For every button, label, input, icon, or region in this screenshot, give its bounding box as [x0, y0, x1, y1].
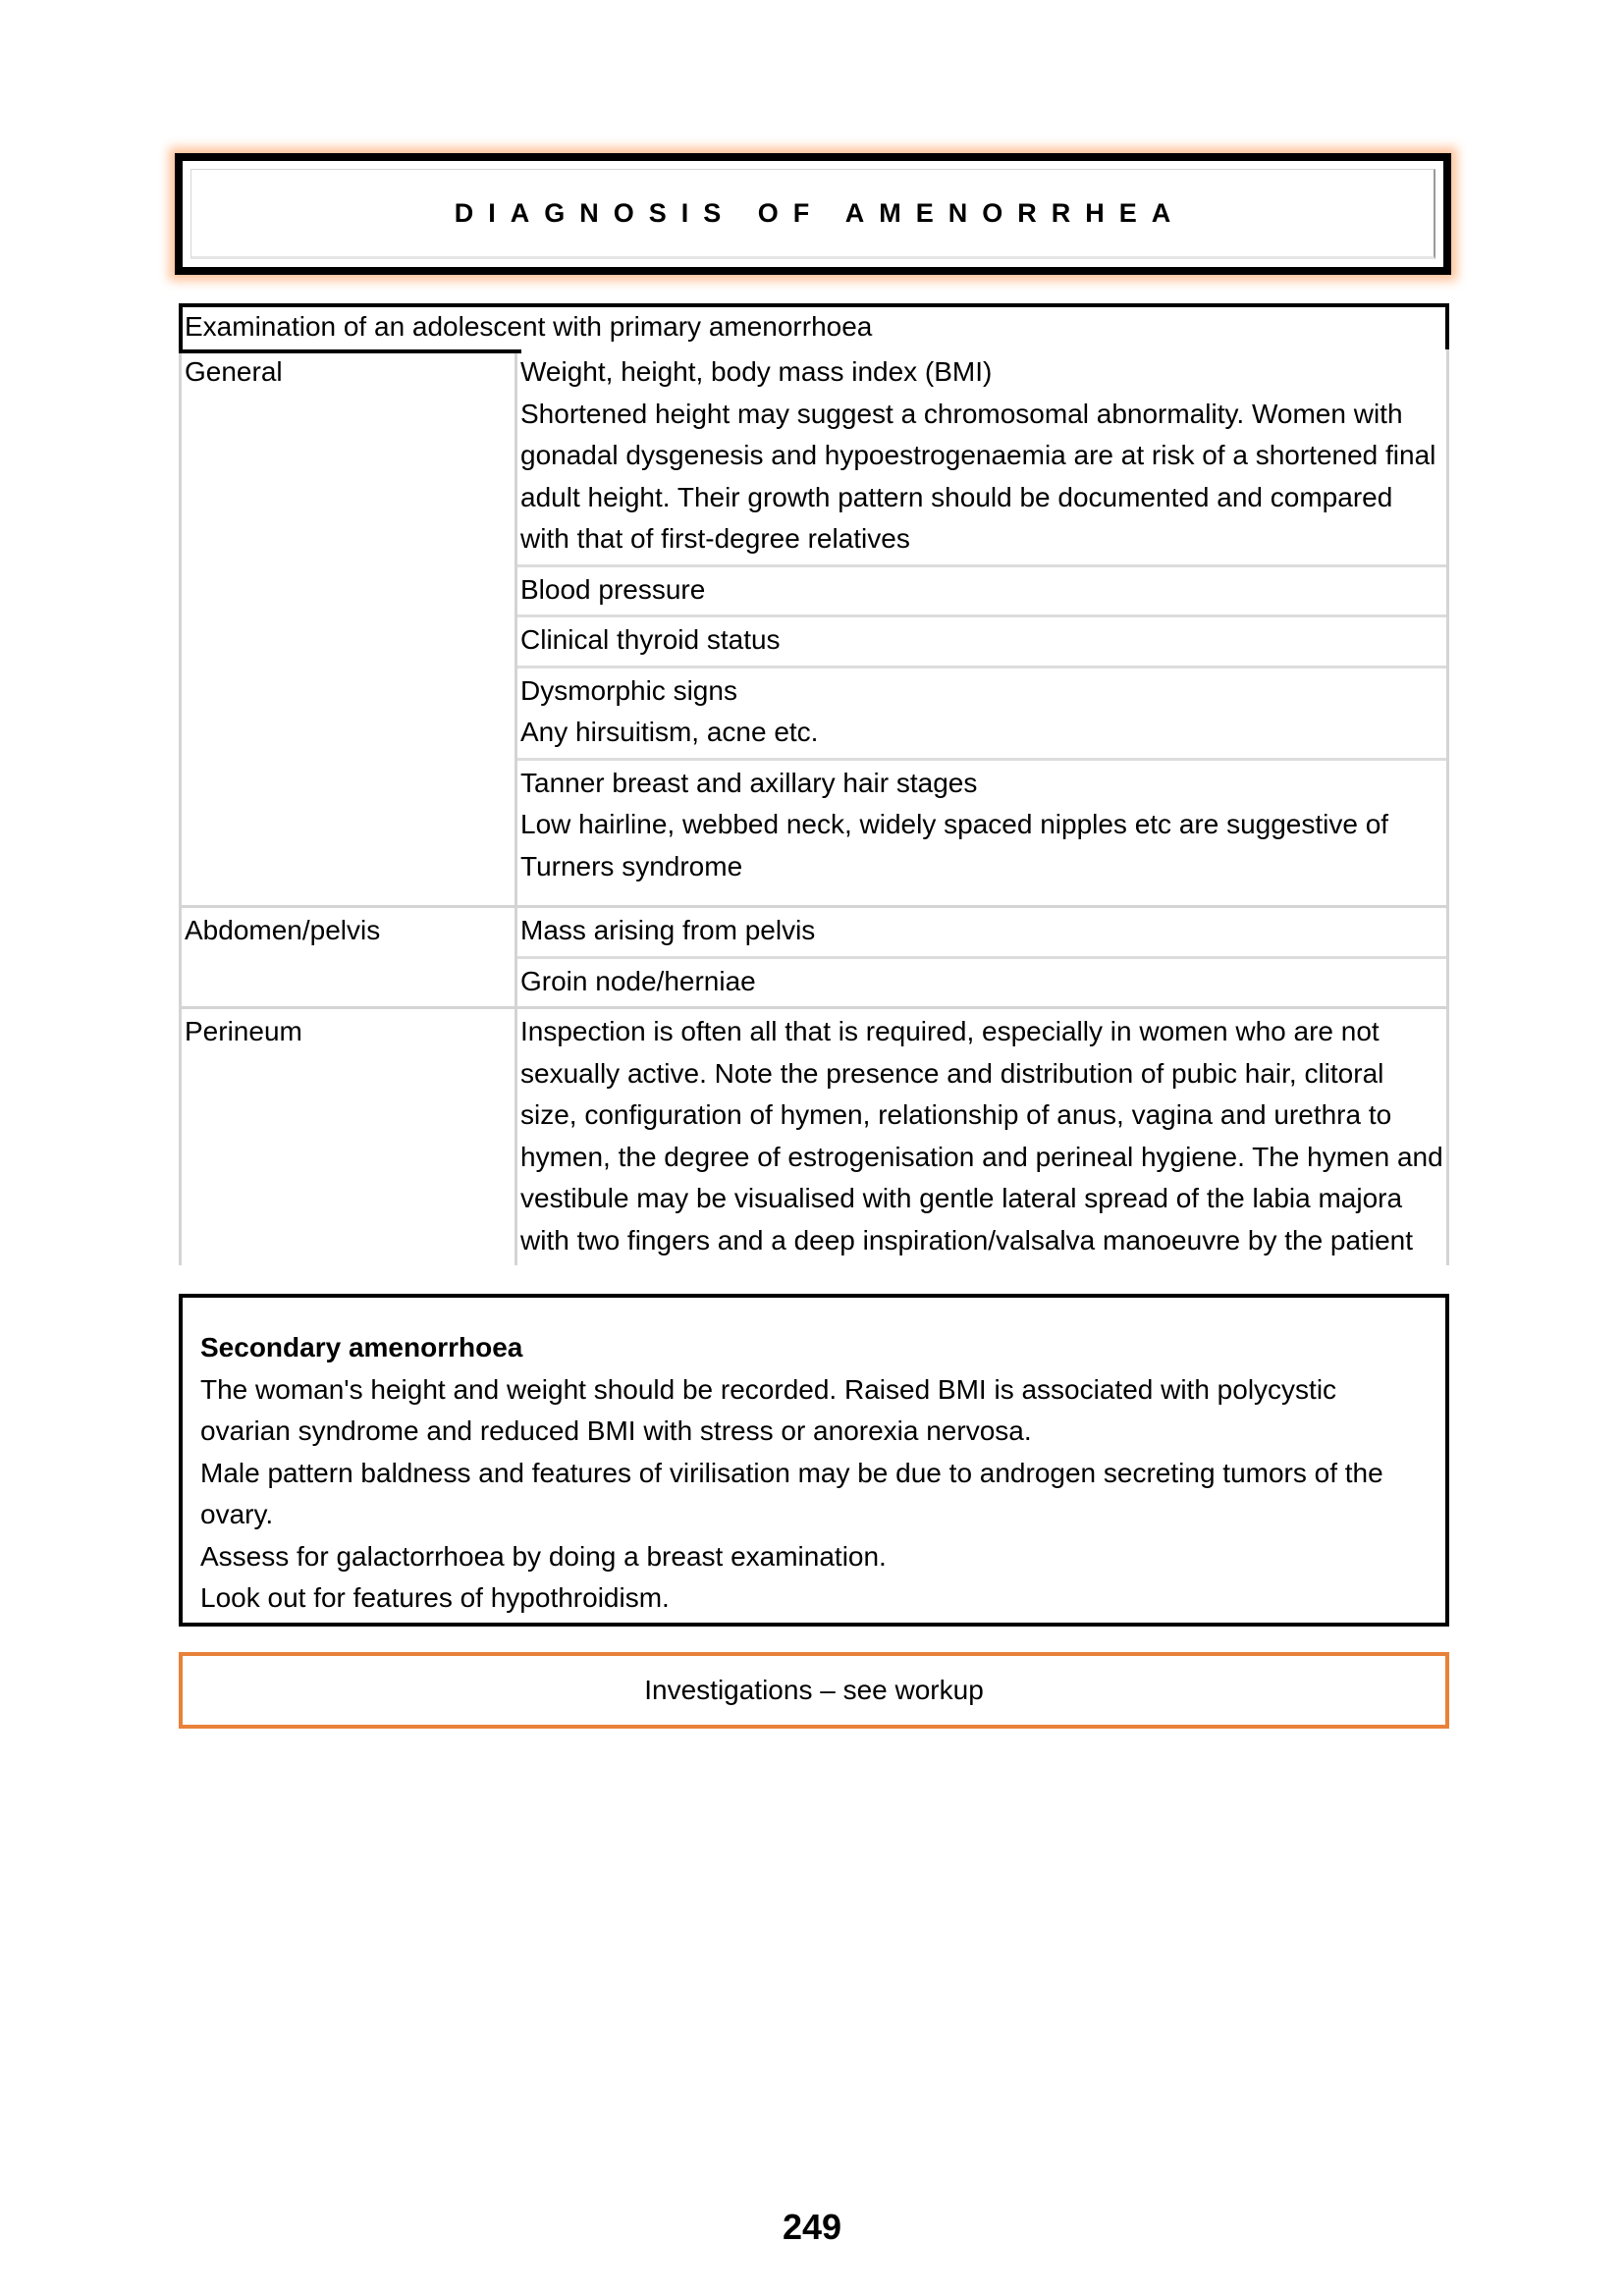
cell-line: Mass arising from pelvis: [520, 915, 816, 945]
primary-exam-table: [179, 303, 1449, 1265]
table-cell: [517, 908, 1446, 959]
group-label: Abdomen/pelvis: [182, 908, 517, 1006]
table-header: Examination of an adolescent with primary amenorrhoea: [179, 303, 1449, 349]
table-group-perineum: [179, 1009, 1449, 1265]
table-group-abdomen-pelvis: [179, 908, 1449, 1009]
table-cell: [517, 567, 1446, 618]
group-label: General: [182, 349, 517, 905]
table-cell: [517, 1009, 1446, 1265]
cell-line: Any hirsuitism, acne etc.: [520, 717, 819, 747]
cell-line: Inspection is often all that is required, especially in women who are not sexually active. Note the presence and distribution of pubic hair, clitoral size, configuration of hymen, relationship of anus, vagina and urethra to hymen, the degree of estrogenisation and perineal hygiene. The hymen and vestibule may be visualised with gentle lateral spread of the labia majora with two fingers and a deep inspiration/valsalva manoeuvre by the patient: [520, 1016, 1443, 1255]
paragraph: Look out for features of hypothroidism.: [200, 1582, 670, 1613]
cell-line: Shortened height may suggest a chromosomal abnormality. Women with gonadal dysgenesis and hypoestrogenaemia are at risk of a shortened final adult height. Their growth pattern should be documented and compared with that of first-degree relatives: [520, 398, 1436, 554]
investigations-box: [179, 1652, 1449, 1729]
cell-line: Low hairline, webbed neck, widely spaced nipples etc are suggestive of Turners syndrome: [520, 809, 1389, 881]
cell-line: Blood pressure: [520, 573, 706, 605]
paragraph: The woman's height and weight should be recorded. Raised BMI is associated with polycystic ovarian syndrome and reduced BMI with stress or anorexia nervosa.: [200, 1373, 1337, 1446]
paragraph: Assess for galactorrhoea by doing a breast examination.: [200, 1540, 887, 1572]
cell-line: Dysmorphic signs: [520, 674, 737, 706]
table-cell: [517, 668, 1446, 761]
cell-line: Groin node/herniae: [520, 965, 756, 996]
title-inner-frame: [190, 169, 1435, 259]
page-title: DIAGNOSIS OF AMENORRHEA: [454, 197, 1186, 228]
table-cell: [517, 761, 1446, 906]
table-cell: [517, 959, 1446, 1007]
table-group-general: [179, 349, 1449, 908]
investigations-link-text: Investigations – see workup: [644, 1675, 984, 1705]
section-heading: Secondary amenorrhoea: [200, 1332, 523, 1362]
page-title-box: [175, 153, 1451, 275]
cell-line: Weight, height, body mass index (BMI): [520, 356, 993, 387]
page-number: 249: [782, 2207, 842, 2247]
secondary-amenorrhoea-box: [179, 1294, 1449, 1627]
cell-line: Clinical thyroid status: [520, 624, 781, 655]
cell-line: Tanner breast and axillary hair stages: [520, 767, 978, 798]
table-cell: [517, 617, 1446, 668]
paragraph: Male pattern baldness and features of virilisation may be due to androgen secreting tumors of the ovary.: [200, 1457, 1383, 1529]
group-label: Perineum: [182, 1009, 517, 1265]
table-cell: [517, 349, 1446, 567]
